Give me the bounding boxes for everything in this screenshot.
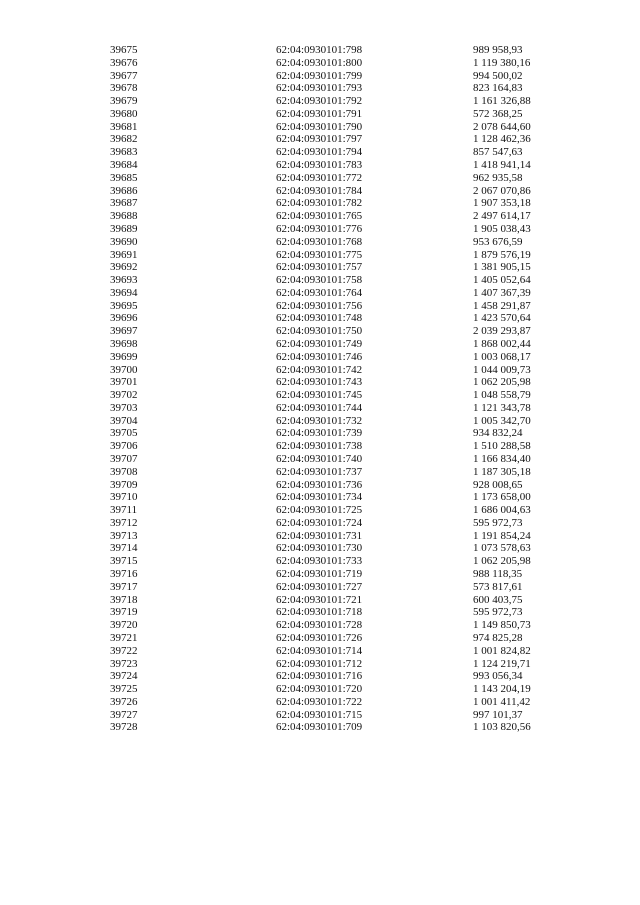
table-row bbox=[0, 121, 640, 134]
row-number: 39691 bbox=[110, 248, 138, 261]
row-number: 39722 bbox=[110, 644, 138, 657]
table-row bbox=[0, 453, 640, 466]
row-number: 39728 bbox=[110, 721, 138, 734]
row-number: 39717 bbox=[110, 580, 138, 593]
row-number: 39725 bbox=[110, 683, 138, 696]
row-number: 39692 bbox=[110, 261, 138, 274]
cadastral-number: 62:04:0930101:727 bbox=[276, 580, 363, 593]
cadastral-value: 1 062 205,98 bbox=[473, 376, 531, 389]
cadastral-value: 928 008,65 bbox=[473, 478, 523, 491]
cadastral-value: 994 500,02 bbox=[473, 69, 523, 82]
cadastral-number: 62:04:0930101:719 bbox=[276, 568, 363, 581]
row-number: 39707 bbox=[110, 453, 138, 465]
cadastral-number: 62:04:0930101:721 bbox=[276, 593, 363, 606]
table-row bbox=[0, 70, 640, 83]
table-row bbox=[0, 95, 640, 108]
cadastral-value: 573 817,61 bbox=[473, 580, 523, 593]
table-row bbox=[0, 594, 640, 607]
row-number: 39721 bbox=[110, 631, 138, 644]
cadastral-number: 62:04:0930101:715 bbox=[276, 708, 363, 721]
cadastral-value: 997 101,37 bbox=[473, 708, 523, 721]
table-row bbox=[0, 223, 640, 236]
cadastral-value: 1 868 002,44 bbox=[473, 337, 531, 350]
table-row bbox=[0, 415, 640, 428]
cadastral-number: 62:04:0930101:732 bbox=[276, 414, 363, 427]
table-row bbox=[0, 133, 640, 146]
cadastral-value: 1 062 205,98 bbox=[473, 555, 531, 568]
table-row bbox=[0, 479, 640, 492]
cadastral-number: 62:04:0930101:737 bbox=[276, 465, 363, 478]
cadastral-number: 62:04:0930101:736 bbox=[276, 478, 363, 491]
table-row bbox=[0, 427, 640, 440]
cadastral-number: 62:04:0930101:722 bbox=[276, 695, 363, 708]
table-row bbox=[0, 645, 640, 658]
cadastral-number: 62:04:0930101:793 bbox=[276, 82, 363, 95]
cadastral-value: 1 128 462,36 bbox=[473, 133, 531, 146]
table-row bbox=[0, 709, 640, 722]
cadastral-value: 1 405 052,64 bbox=[473, 274, 531, 287]
cadastral-value: 962 935,58 bbox=[473, 171, 523, 184]
row-number: 39704 bbox=[110, 414, 138, 427]
cadastral-value: 1 905 038,43 bbox=[473, 222, 531, 235]
table-row bbox=[0, 568, 640, 581]
cadastral-value: 1 191 854,24 bbox=[473, 529, 531, 542]
table-row bbox=[0, 197, 640, 210]
table-row bbox=[0, 440, 640, 453]
cadastral-number: 62:04:0930101:712 bbox=[276, 657, 363, 670]
cadastral-value: 1 173 658,00 bbox=[473, 491, 531, 504]
table-row bbox=[0, 249, 640, 262]
cadastral-value: 600 403,75 bbox=[473, 593, 523, 606]
row-number: 39709 bbox=[110, 478, 138, 491]
table-row bbox=[0, 504, 640, 517]
cadastral-value: 974 825,28 bbox=[473, 631, 523, 644]
table-row bbox=[0, 721, 640, 734]
cadastral-number: 62:04:0930101:783 bbox=[276, 159, 363, 172]
cadastral-number: 62:04:0930101:709 bbox=[276, 721, 363, 734]
table-row bbox=[0, 683, 640, 696]
cadastral-value: 1 001 824,82 bbox=[473, 644, 531, 657]
cadastral-value: 1 458 291,87 bbox=[473, 299, 531, 312]
cadastral-value: 857 547,63 bbox=[473, 146, 523, 159]
cadastral-number: 62:04:0930101:749 bbox=[276, 337, 363, 350]
table-row bbox=[0, 670, 640, 683]
table-row bbox=[0, 274, 640, 287]
cadastral-value: 1 001 411,42 bbox=[473, 695, 531, 708]
row-number: 39724 bbox=[110, 670, 138, 683]
table-row bbox=[0, 619, 640, 632]
cadastral-value: 1 149 850,73 bbox=[473, 619, 531, 632]
row-number: 39699 bbox=[110, 350, 138, 363]
row-number: 39676 bbox=[110, 56, 138, 69]
cadastral-number: 62:04:0930101:792 bbox=[276, 95, 363, 108]
row-number: 39680 bbox=[110, 107, 138, 120]
cadastral-value-table bbox=[0, 44, 640, 734]
cadastral-value: 595 972,73 bbox=[473, 516, 523, 529]
cadastral-value: 1 124 219,71 bbox=[473, 657, 531, 670]
cadastral-value: 2 039 293,87 bbox=[473, 325, 531, 338]
table-row bbox=[0, 287, 640, 300]
cadastral-number: 62:04:0930101:782 bbox=[276, 197, 363, 210]
table-row bbox=[0, 185, 640, 198]
cadastral-number: 62:04:0930101:733 bbox=[276, 555, 363, 568]
cadastral-value: 2 497 614,17 bbox=[473, 210, 531, 223]
cadastral-value: 1 161 326,88 bbox=[473, 95, 531, 108]
cadastral-number: 62:04:0930101:784 bbox=[276, 184, 363, 197]
table-row bbox=[0, 389, 640, 402]
cadastral-number: 62:04:0930101:740 bbox=[276, 453, 363, 465]
cadastral-number: 62:04:0930101:794 bbox=[276, 146, 363, 159]
row-number: 39687 bbox=[110, 197, 138, 210]
cadastral-number: 62:04:0930101:716 bbox=[276, 670, 363, 683]
cadastral-number: 62:04:0930101:720 bbox=[276, 683, 363, 696]
cadastral-value: 1 381 905,15 bbox=[473, 261, 531, 274]
cadastral-number: 62:04:0930101:775 bbox=[276, 248, 363, 261]
table-row bbox=[0, 491, 640, 504]
table-row bbox=[0, 606, 640, 619]
cadastral-value: 988 118,35 bbox=[473, 568, 523, 581]
cadastral-number: 62:04:0930101:734 bbox=[276, 491, 363, 504]
cadastral-value: 1 143 204,19 bbox=[473, 683, 531, 696]
cadastral-number: 62:04:0930101:739 bbox=[276, 427, 363, 440]
cadastral-number: 62:04:0930101:758 bbox=[276, 274, 363, 287]
table-row bbox=[0, 312, 640, 325]
cadastral-value: 2 078 644,60 bbox=[473, 120, 531, 133]
cadastral-value: 1 048 558,79 bbox=[473, 389, 531, 402]
cadastral-number: 62:04:0930101:800 bbox=[276, 56, 363, 69]
cadastral-number: 62:04:0930101:738 bbox=[276, 440, 363, 453]
cadastral-number: 62:04:0930101:718 bbox=[276, 606, 363, 619]
cadastral-value: 1 005 342,70 bbox=[473, 414, 531, 427]
cadastral-number: 62:04:0930101:724 bbox=[276, 516, 363, 529]
cadastral-value: 595 972,73 bbox=[473, 606, 523, 619]
table-row bbox=[0, 261, 640, 274]
cadastral-number: 62:04:0930101:744 bbox=[276, 401, 363, 414]
table-row bbox=[0, 159, 640, 172]
table-row bbox=[0, 236, 640, 249]
row-number: 39678 bbox=[110, 82, 138, 95]
table-row bbox=[0, 364, 640, 377]
row-number: 39675 bbox=[110, 44, 138, 56]
cadastral-number: 62:04:0930101:756 bbox=[276, 299, 363, 312]
row-number: 39694 bbox=[110, 286, 138, 299]
cadastral-number: 62:04:0930101:728 bbox=[276, 619, 363, 632]
cadastral-number: 62:04:0930101:750 bbox=[276, 325, 363, 338]
row-number: 39701 bbox=[110, 376, 138, 389]
table-row bbox=[0, 82, 640, 95]
row-number: 39696 bbox=[110, 312, 138, 325]
row-number: 39683 bbox=[110, 146, 138, 159]
cadastral-number: 62:04:0930101:772 bbox=[276, 171, 363, 184]
table-row bbox=[0, 632, 640, 645]
cadastral-value: 953 676,59 bbox=[473, 235, 523, 248]
row-number: 39715 bbox=[110, 555, 138, 568]
cadastral-number: 62:04:0930101:798 bbox=[276, 44, 363, 56]
cadastral-value: 1 119 380,16 bbox=[473, 56, 531, 69]
row-number: 39698 bbox=[110, 337, 138, 350]
row-number: 39702 bbox=[110, 389, 138, 402]
cadastral-value: 934 832,24 bbox=[473, 427, 523, 440]
cadastral-value: 989 958,93 bbox=[473, 44, 523, 56]
row-number: 39723 bbox=[110, 657, 138, 670]
cadastral-value: 572 368,25 bbox=[473, 107, 523, 120]
cadastral-value: 1 166 834,40 bbox=[473, 453, 531, 465]
cadastral-number: 62:04:0930101:746 bbox=[276, 350, 363, 363]
cadastral-number: 62:04:0930101:742 bbox=[276, 363, 363, 376]
row-number: 39708 bbox=[110, 465, 138, 478]
row-number: 39706 bbox=[110, 440, 138, 453]
cadastral-value: 1 044 009,73 bbox=[473, 363, 531, 376]
cadastral-number: 62:04:0930101:726 bbox=[276, 631, 363, 644]
row-number: 39719 bbox=[110, 606, 138, 619]
row-number: 39718 bbox=[110, 593, 138, 606]
row-number: 39697 bbox=[110, 325, 138, 338]
cadastral-value: 1 423 570,64 bbox=[473, 312, 531, 325]
row-number: 39727 bbox=[110, 708, 138, 721]
row-number: 39710 bbox=[110, 491, 138, 504]
table-row bbox=[0, 542, 640, 555]
row-number: 39682 bbox=[110, 133, 138, 146]
table-row bbox=[0, 325, 640, 338]
cadastral-number: 62:04:0930101:748 bbox=[276, 312, 363, 325]
table-row bbox=[0, 210, 640, 223]
table-row bbox=[0, 57, 640, 70]
cadastral-value: 1 907 353,18 bbox=[473, 197, 531, 210]
cadastral-number: 62:04:0930101:765 bbox=[276, 210, 363, 223]
cadastral-value: 1 418 941,14 bbox=[473, 159, 531, 172]
table-row bbox=[0, 300, 640, 313]
cadastral-value: 1 407 367,39 bbox=[473, 286, 531, 299]
table-row bbox=[0, 555, 640, 568]
row-number: 39695 bbox=[110, 299, 138, 312]
cadastral-number: 62:04:0930101:731 bbox=[276, 529, 363, 542]
cadastral-value: 1 686 004,63 bbox=[473, 504, 531, 517]
row-number: 39703 bbox=[110, 401, 138, 414]
table-row bbox=[0, 696, 640, 709]
table-row bbox=[0, 44, 640, 57]
cadastral-value: 1 879 576,19 bbox=[473, 248, 531, 261]
cadastral-number: 62:04:0930101:768 bbox=[276, 235, 363, 248]
row-number: 39712 bbox=[110, 516, 138, 529]
cadastral-number: 62:04:0930101:757 bbox=[276, 261, 363, 274]
cadastral-number: 62:04:0930101:743 bbox=[276, 376, 363, 389]
cadastral-number: 62:04:0930101:730 bbox=[276, 542, 363, 555]
row-number: 39690 bbox=[110, 235, 138, 248]
row-number: 39686 bbox=[110, 184, 138, 197]
table-row bbox=[0, 351, 640, 364]
row-number: 39677 bbox=[110, 69, 138, 82]
cadastral-value: 1 003 068,17 bbox=[473, 350, 531, 363]
table-row bbox=[0, 402, 640, 415]
cadastral-value: 1 103 820,56 bbox=[473, 721, 531, 734]
cadastral-number: 62:04:0930101:764 bbox=[276, 286, 363, 299]
row-number: 39693 bbox=[110, 274, 138, 287]
row-number: 39685 bbox=[110, 171, 138, 184]
cadastral-number: 62:04:0930101:791 bbox=[276, 107, 363, 120]
row-number: 39689 bbox=[110, 222, 138, 235]
cadastral-number: 62:04:0930101:799 bbox=[276, 69, 363, 82]
table-row bbox=[0, 338, 640, 351]
cadastral-value: 1 510 288,58 bbox=[473, 440, 531, 453]
cadastral-number: 62:04:0930101:725 bbox=[276, 504, 363, 517]
cadastral-value: 2 067 070,86 bbox=[473, 184, 531, 197]
row-number: 39726 bbox=[110, 695, 138, 708]
row-number: 39713 bbox=[110, 529, 138, 542]
row-number: 39705 bbox=[110, 427, 138, 440]
table-row bbox=[0, 581, 640, 594]
cadastral-value: 823 164,83 bbox=[473, 82, 523, 95]
table-row bbox=[0, 146, 640, 159]
row-number: 39684 bbox=[110, 159, 138, 172]
cadastral-number: 62:04:0930101:714 bbox=[276, 644, 363, 657]
row-number: 39716 bbox=[110, 568, 138, 581]
row-number: 39714 bbox=[110, 542, 138, 555]
table-row bbox=[0, 466, 640, 479]
row-number: 39681 bbox=[110, 120, 138, 133]
cadastral-value: 993 056,34 bbox=[473, 670, 523, 683]
table-row bbox=[0, 517, 640, 530]
table-row bbox=[0, 172, 640, 185]
row-number: 39700 bbox=[110, 363, 138, 376]
cadastral-value: 1 073 578,63 bbox=[473, 542, 531, 555]
cadastral-value: 1 121 343,78 bbox=[473, 401, 531, 414]
row-number: 39720 bbox=[110, 619, 138, 632]
cadastral-number: 62:04:0930101:745 bbox=[276, 389, 363, 402]
row-number: 39679 bbox=[110, 95, 138, 108]
table-row bbox=[0, 376, 640, 389]
cadastral-value: 1 187 305,18 bbox=[473, 465, 531, 478]
row-number: 39711 bbox=[110, 504, 138, 517]
table-row bbox=[0, 658, 640, 671]
table-row bbox=[0, 108, 640, 121]
cadastral-number: 62:04:0930101:790 bbox=[276, 120, 363, 133]
cadastral-number: 62:04:0930101:797 bbox=[276, 133, 363, 146]
table-row bbox=[0, 530, 640, 543]
cadastral-number: 62:04:0930101:776 bbox=[276, 222, 363, 235]
row-number: 39688 bbox=[110, 210, 138, 223]
